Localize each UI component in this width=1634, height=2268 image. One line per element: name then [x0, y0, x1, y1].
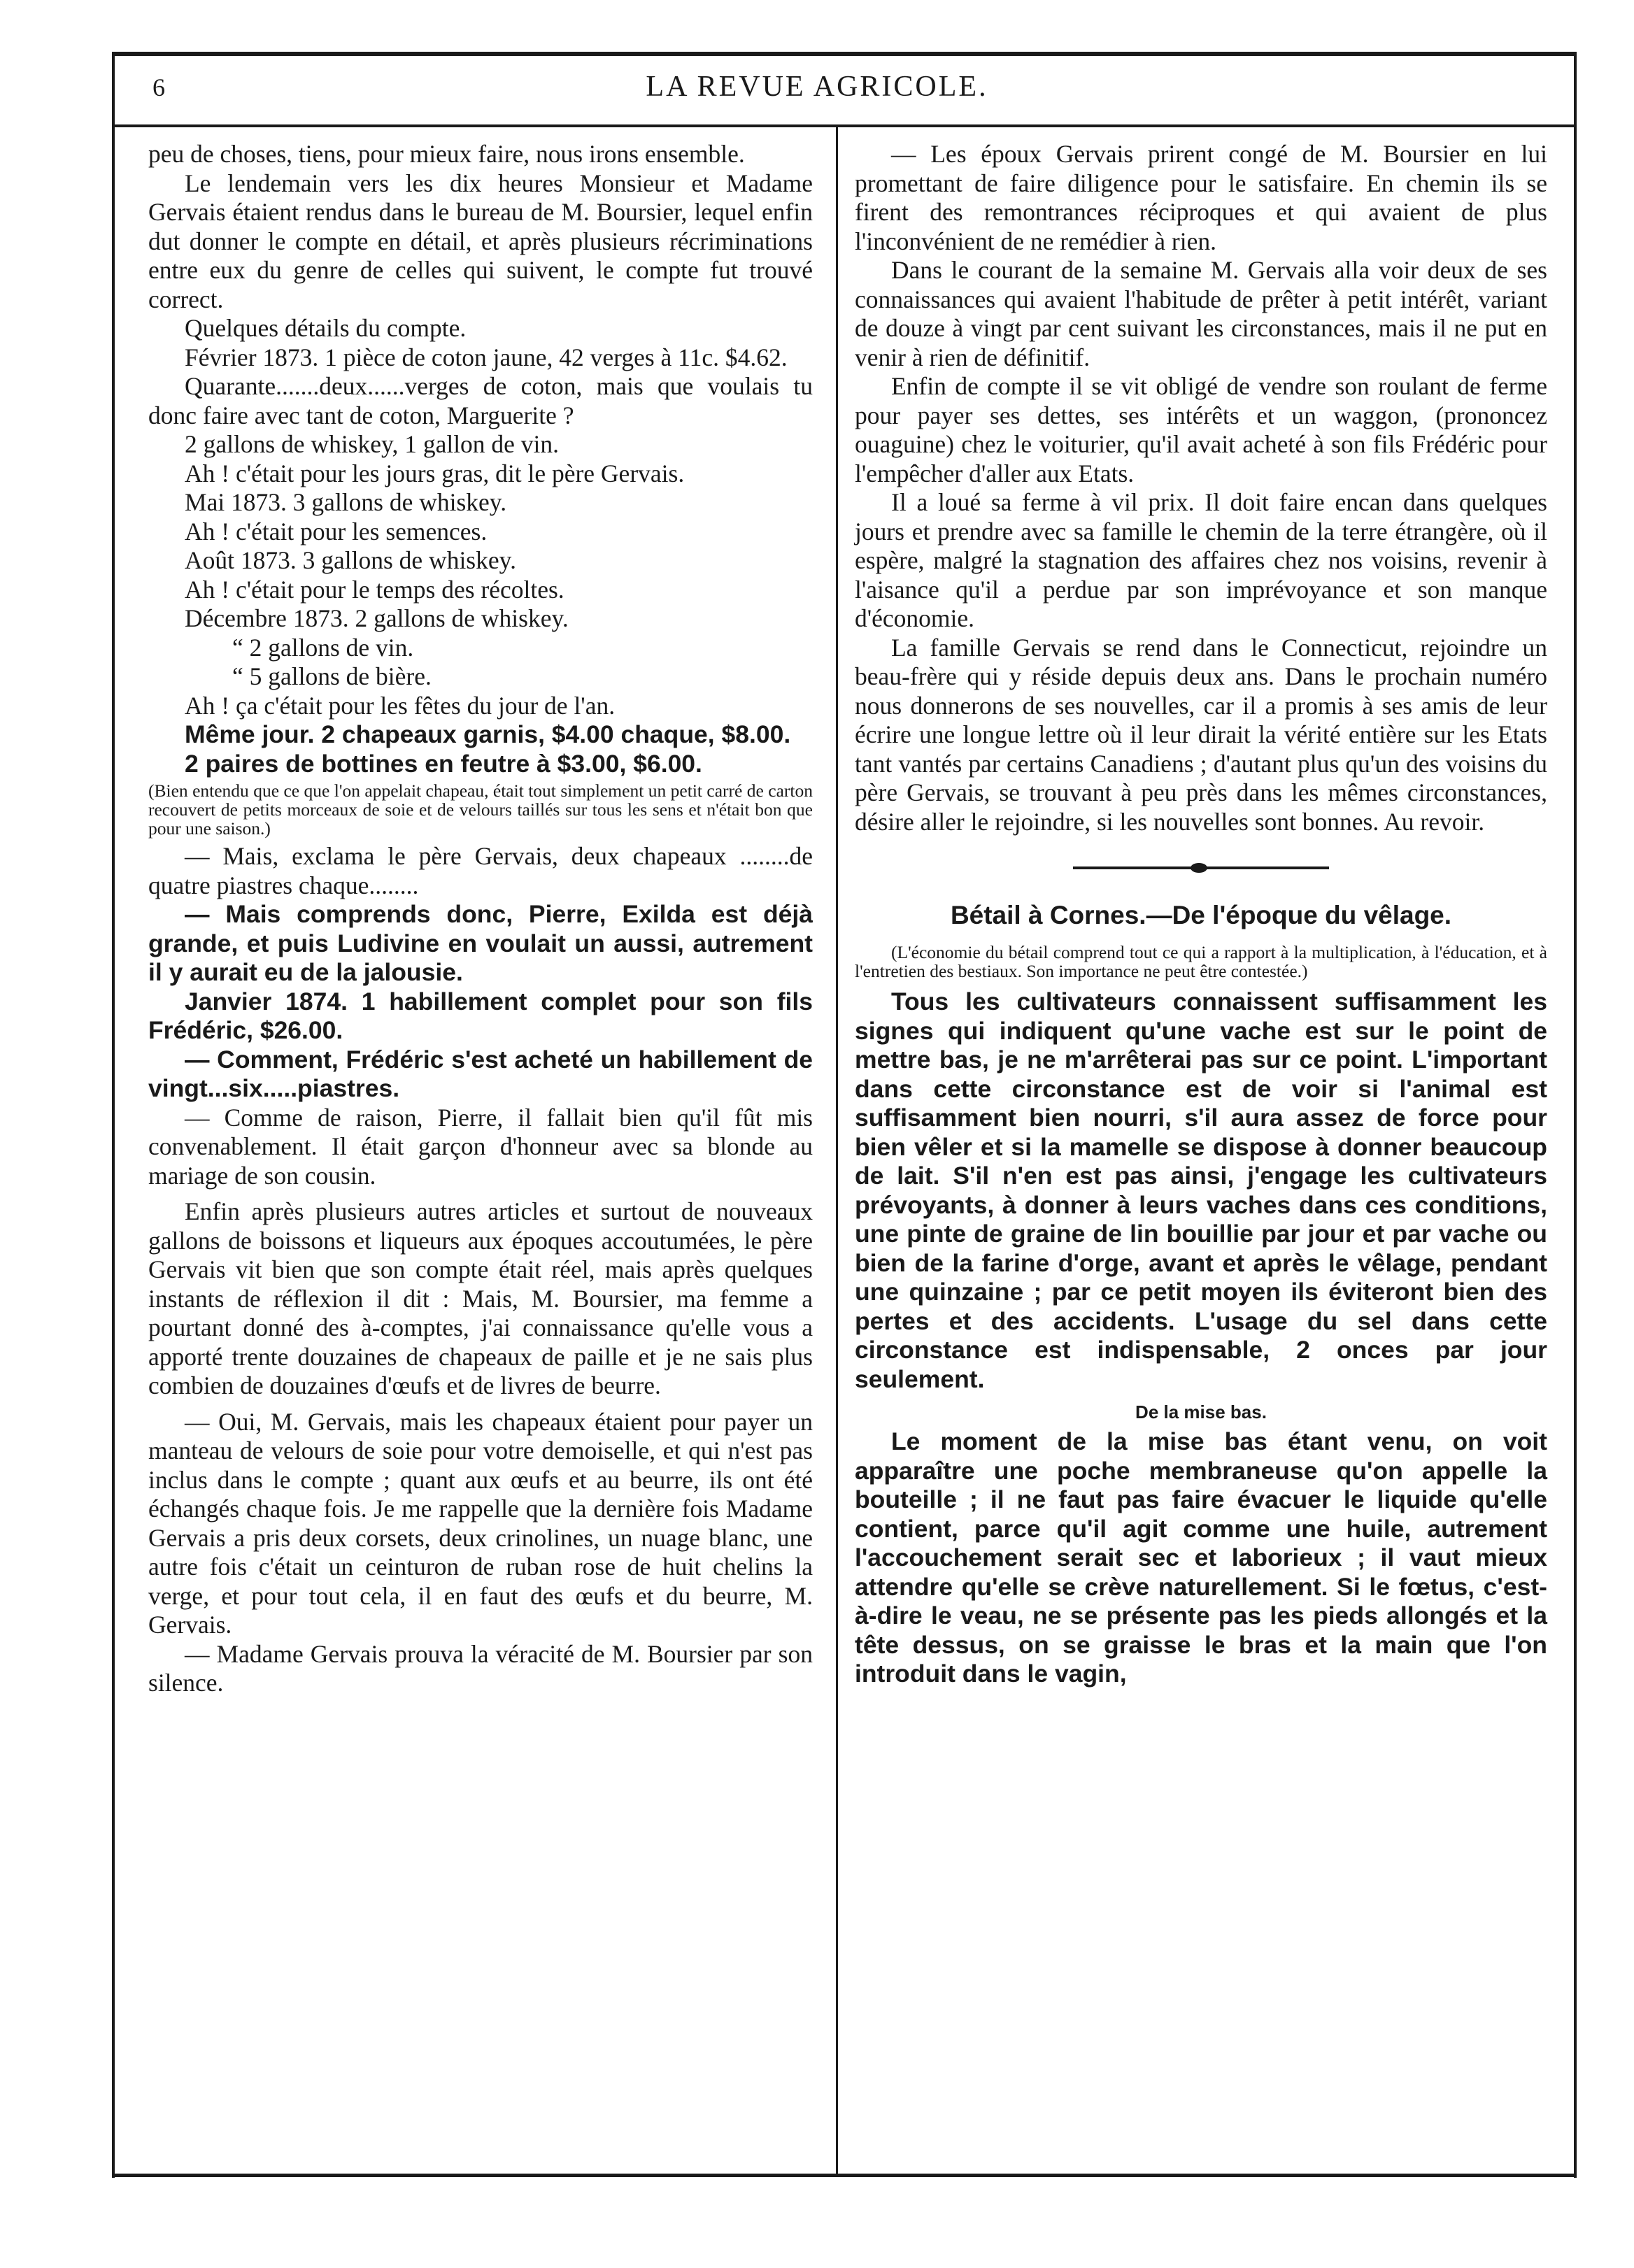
- paragraph: — Comment, Frédéric s'est acheté un habillement de vingt...six.....piastres.: [148, 1045, 813, 1102]
- paragraph: Enfin après plusieurs autres articles et surtout de nouveaux gallons de boissons et liqueurs aux époques accoutumées, le père Gervais vit bien que son compte était réel, mais après quelques instants de réflexion il dit : Mais, M. Boursier, ma femme a pourtant donné des à-comptes, j'ai connaissance qu'elle vous a apporté trente douzaines de chapeaux de paille et je ne sais plus combien de douzaines d'œufs et de livres de beurre.: [148, 1197, 813, 1399]
- paragraph: — Oui, M. Gervais, mais les chapeaux étaient pour payer un manteau de velours de soie pour votre demoiselle, et qui n'est pas inclus dans le compte ; quant aux œufs et au beurre, ils ont été échangés chaque fois. Je me rappelle que la dernière fois Madame Gervais a pris deux corsets, deux crinolines, un nuage blanc, une autre fois c'était un ceinturon de ruban rose de huit chelins la verge, et pour tout cela, il en faut des œufs et du beurre, M. Gervais.: [148, 1407, 813, 1639]
- account-line: Août 1873. 3 gallons de whiskey.: [185, 546, 516, 574]
- column-divider: [836, 127, 838, 2174]
- account-line: 2 paires de bottines en feutre à $3.00, $6.00.: [185, 749, 702, 778]
- paragraph: Dans le courant de la semaine M. Gervais alla voir deux de ses connaissances qui avaient l'habitude de prêter à petit intérêt, variant de douze à vingt par cent suivant les circonstances, mais il ne put en venir à rien de définitif.: [855, 256, 1547, 371]
- paragraph: — Mais comprends donc, Pierre, Exilda est déjà grande, et puis Ludivine en voulait un aussi, autrement il y aurait eu de la jalousie.: [148, 900, 813, 986]
- paragraph: Ah ! c'était pour les semences.: [185, 517, 488, 545]
- running-title: LA REVUE AGRICOLE.: [646, 71, 988, 103]
- bottom-border-rule: [112, 2174, 1577, 2177]
- paragraph: Le moment de la mise bas étant venu, on voit apparaître une poche membraneuse qu'on appelle la bouteille ; il ne faut pas faire évacuer le liquide qu'elle contient, parce qu'il agit comme une huile, autrement l'accouchement serait sec et laborieux ; il vaut mieux attendre qu'elle se crève naturellement. Si le fœtus, c'est-à-dire le veau, ne se présente pas les pieds allongés et la tête dessus, on se graisse le bras et la main que l'on introduit dans le vagin,: [855, 1427, 1547, 1688]
- right-border-rule: [1574, 52, 1577, 2178]
- account-line: Décembre 1873. 2 gallons de whiskey.: [185, 604, 569, 632]
- paragraph: Il a loué sa ferme à vil prix. Il doit faire encan dans quelques jours et prendre avec sa famille le chemin de la terre étrangère, où il espère, malgré la stagnation des affaires chez nos voisins, revenir à l'aisance qu'il a perdue par son imprévoyance et son manque d'économie.: [855, 488, 1547, 632]
- left-border-rule: [112, 52, 115, 2178]
- account-line: “ 5 gallons de bière.: [232, 662, 432, 690]
- paragraph: Enfin de compte il se vit obligé de vendre son roulant de ferme pour payer ses dettes, ses intérêts et un waggon, (prononcez ouaguine) chez le voiturier, qu'il avait acheté à son fils Frédéric pour l'empêcher d'aller aux Etats.: [855, 372, 1547, 487]
- header-rule: [112, 124, 1577, 127]
- account-line: “ 2 gallons de vin.: [232, 633, 414, 662]
- paragraph: Tous les cultivateurs connaissent suffisamment les signes qui indiquent qu'une vache est sur le point de mettre bas, je ne m'arrêterai pas sur ce point. L'important dans cette circonstance est de voir si l'animal est suffisamment bien nourri, s'il aura assez de force pour bien vêler et si la mamelle se dispose à donner beaucoup de lait. S'il n'en est pas ainsi, j'engage les cultivateurs prévoyants, à donner à leurs vaches dans ces conditions, une pinte de graine de lin bouillie par jour et par vache ou bien de la farine d'orge, avant et après le vêlage, pendant une quinzaine ; par ce petit moyen ils éviteront bien des pertes et des accidents. L'usage du sel dans cette circonstance est indispensable, 2 onces par jour seulement.: [855, 987, 1547, 1393]
- paragraph: Le lendemain vers les dix heures Monsieur et Madame Gervais étaient rendus dans le bureau de M. Boursier, lequel enfin dut donner le compte en détail, et après plusieurs récriminations entre eux du genre de celles qui suivent, le compte fut trouvé correct.: [148, 169, 813, 313]
- paragraph: — Madame Gervais prouva la véracité de M. Boursier par son silence.: [148, 1639, 813, 1697]
- paragraph: Ah ! c'était pour le temps des récoltes.: [185, 575, 564, 604]
- account-line: 2 gallons de whiskey, 1 gallon de vin.: [185, 430, 560, 458]
- paragraph: — Comme de raison, Pierre, il fallait bien qu'il fût mis convenablement. Il était garçon d'honneur avec sa blonde au mariage de son cousin.: [148, 1103, 813, 1190]
- account-line: Février 1873. 1 pièce de coton jaune, 42 verges à 11c. $4.62.: [185, 343, 788, 371]
- article-note: (L'économie du bétail comprend tout ce qui a rapport à la multiplication, à l'éducation, et à l'entretien des bestiaux. Son importance ne peut être contestée.): [855, 942, 1547, 981]
- paragraph: Quarante.......deux......verges de coton, mais que voulais tu donc faire avec tant de coton, Marguerite ?: [148, 372, 813, 429]
- ornament-diamond: [1191, 863, 1207, 873]
- account-line: Janvier 1874. 1 habillement complet pour son fils Frédéric, $26.00.: [148, 987, 813, 1044]
- paragraph: — Mais, exclama le père Gervais, deux chapeaux ........de quatre piastres chaque........: [148, 842, 813, 899]
- section-divider-ornament: [855, 863, 1547, 873]
- right-column: [855, 140, 1547, 1689]
- note: (Bien entendu que ce que l'on appelait chapeau, était tout simplement un petit carré de carton recouvert de petits morceaux de soie et de velours taillés sur tous les sens et n'était bon que pour une saison.): [148, 780, 813, 839]
- paragraph: La famille Gervais se rend dans le Connecticut, rejoindre un beau-frère qui y réside depuis deux ans. Dans le prochain numéro nous donnerons de ses nouvelles, car il a promis à ses amis de leur écrire une longue lettre où il leur dirait la vérité entière sur les Etats tant vantés par certains Canadiens ; d'autant plus qu'un des voisins du père Gervais, se trouvant à peu près dans les mêmes circonstances, désire aller le rejoindre, si les nouvelles sont bonnes. Au revoir.: [855, 633, 1547, 836]
- article-heading: Bétail à Cornes.—De l'époque du vêlage.: [950, 901, 1452, 929]
- page-number: 6: [152, 73, 165, 101]
- account-line: Même jour. 2 chapeaux garnis, $4.00 chaque, $8.00.: [185, 720, 791, 748]
- account-line: Mai 1873. 3 gallons de whiskey.: [185, 488, 507, 516]
- paragraph: Ah ! ça c'était pour les fêtes du jour de l'an.: [185, 691, 616, 720]
- paragraph: Quelques détails du compte.: [185, 314, 467, 342]
- subheading: De la mise bas.: [1135, 1402, 1267, 1422]
- paragraph: — Les époux Gervais prirent congé de M. Boursier en lui promettant de faire diligence pour le satisfaire. En chemin ils se firent des remontrances réciproques et qui avaient de plus l'inconvénient de ne remédier à rien.: [855, 140, 1547, 255]
- top-border-rule: [112, 52, 1577, 56]
- paragraph: peu de choses, tiens, pour mieux faire, nous irons ensemble.: [148, 140, 745, 168]
- left-column: [148, 140, 813, 1698]
- paragraph: Ah ! c'était pour les jours gras, dit le père Gervais.: [185, 459, 685, 487]
